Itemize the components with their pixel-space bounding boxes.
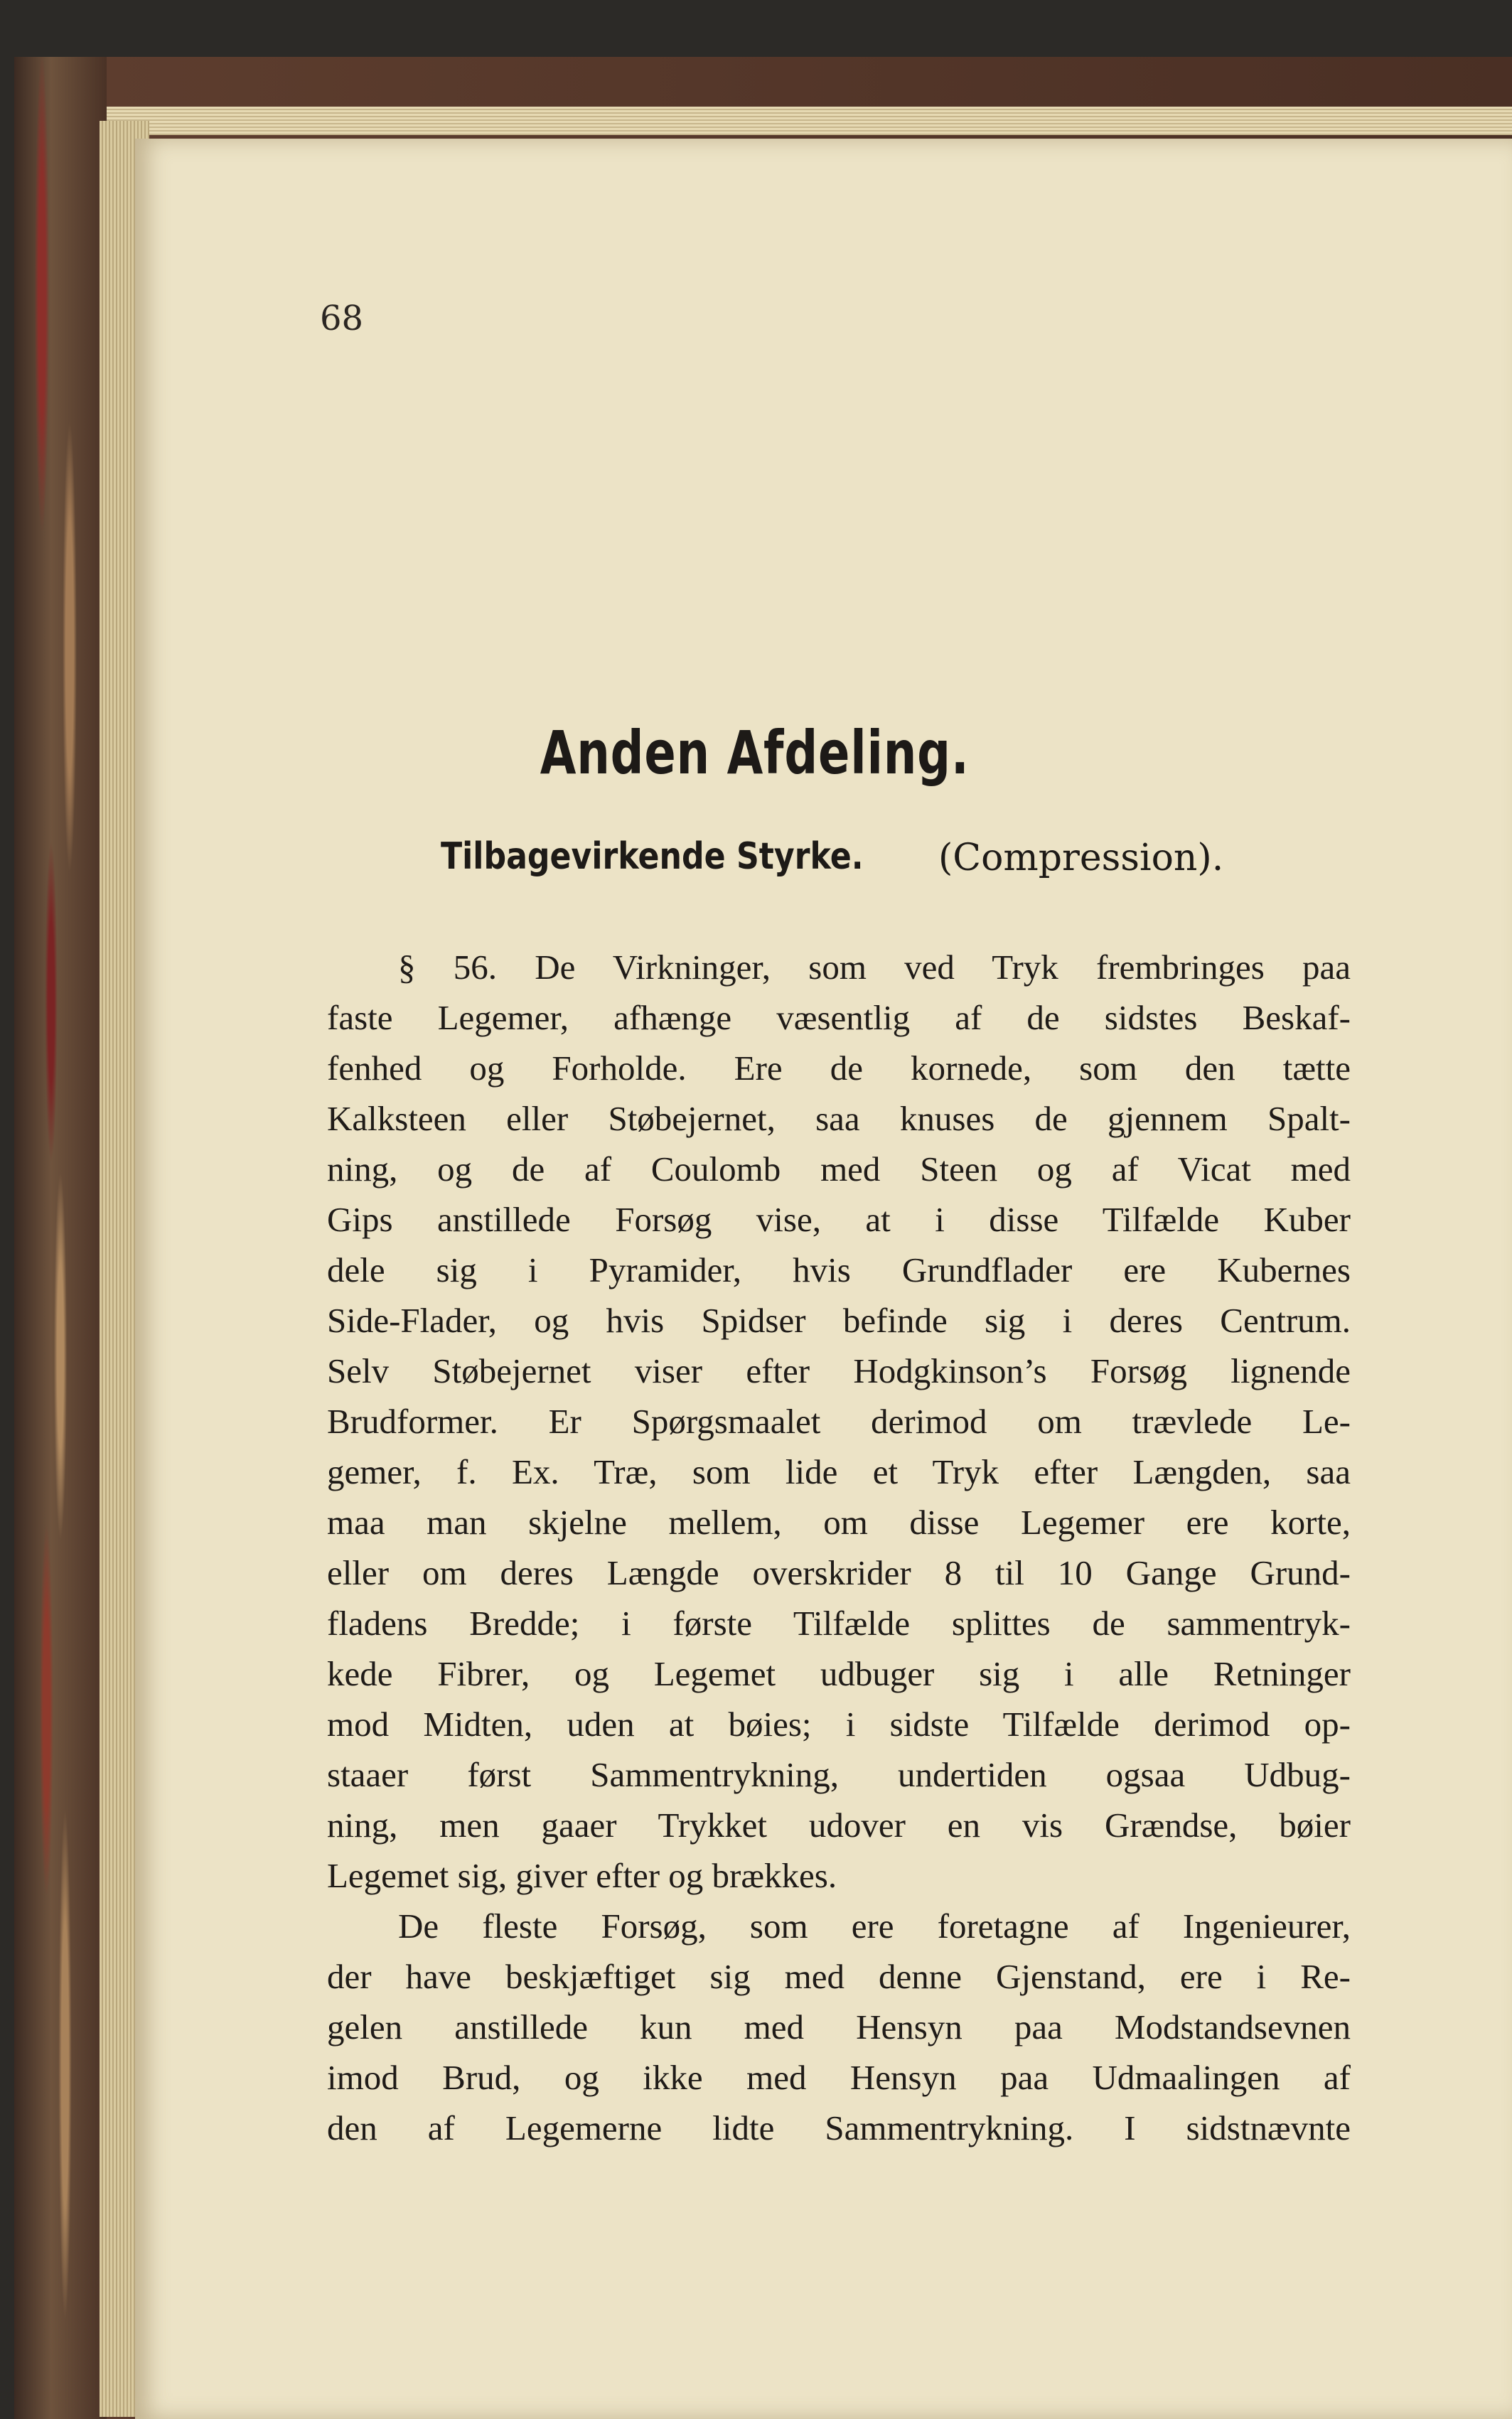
section-heading: Anden Afdeling. — [540, 718, 970, 788]
text-line: eller om deres Længde overskrider 8 til 10 Gange Grund- — [327, 1553, 1351, 1592]
marbled-cover-edge — [14, 57, 107, 2419]
text-line: Legemet sig, giver efter og brækkes. — [327, 1856, 837, 1895]
text-line: fladens Bredde; i første Tilfælde splittes de sammentryk- — [327, 1604, 1351, 1643]
text-line: mod Midten, uden at bøies; i sidste Tilfælde derimod op- — [327, 1705, 1351, 1744]
text-line: staaer først Sammentrykning, undertiden ogsaa Udbug- — [327, 1755, 1351, 1794]
text-line: Kalksteen eller Støbejernet, saa knuses de gjennem Spalt- — [327, 1099, 1351, 1138]
body-text — [327, 942, 1351, 2153]
text-line: Gips anstillede Forsøg vise, at i disse Tilfælde Kuber — [327, 1200, 1351, 1239]
page-stack-top-edge — [107, 107, 1512, 135]
text-line: maa man skjelne mellem, om disse Legemer ere korte, — [327, 1503, 1351, 1542]
text-line: Selv Støbejernet viser efter Hodgkinson’s Forsøg lignende — [327, 1351, 1351, 1390]
text-line: fenhed og Forholde. Ere de kornede, som den tætte — [327, 1048, 1351, 1088]
subheading-title: Tilbagevirkende Styrke. — [441, 835, 864, 878]
text-line: faste Legemer, afhænge væsentlig af de sidstes Beskaf- — [327, 998, 1351, 1037]
text-line: Brudformer. Er Spørgsmaalet derimod om trævlede Le- — [327, 1402, 1351, 1441]
text-line: ning, og de af Coulomb med Steen og af Vicat med — [327, 1149, 1351, 1189]
subheading-parenthetical: (Compression). — [938, 837, 1224, 879]
text-line: der have beskjæftiget sig med denne Gjenstand, ere i Re- — [327, 1957, 1351, 1996]
text-line: dele sig i Pyramider, hvis Grundflader ere Kubernes — [327, 1250, 1351, 1289]
text-line: imod Brud, og ikke med Hensyn paa Udmaalingen af — [327, 2058, 1351, 2097]
text-line: ning, men gaaer Trykket udover en vis Grændse, bøier — [327, 1806, 1351, 1845]
subheading — [441, 835, 1224, 879]
text-line: kede Fibrer, og Legemet udbuger sig i alle Retninger — [327, 1654, 1351, 1693]
text-line: gelen anstillede kun med Hensyn paa Modstandsevnen — [327, 2007, 1351, 2047]
text-line: gemer, f. Ex. Træ, som lide et Tryk efter Længden, saa — [327, 1452, 1351, 1491]
text-line: den af Legemerne lidte Sammentrykning. I sidstnævnte — [327, 2108, 1351, 2147]
text-line: § 56. De Virkninger, som ved Tryk frembringes paa — [398, 948, 1351, 987]
text-line: De fleste Forsøg, som ere foretagne af Ingenieurer, — [398, 1906, 1351, 1946]
text-line: Side-Flader, og hvis Spidser befinde sig i deres Centrum. — [327, 1301, 1351, 1340]
page-number: 68 — [320, 299, 364, 338]
